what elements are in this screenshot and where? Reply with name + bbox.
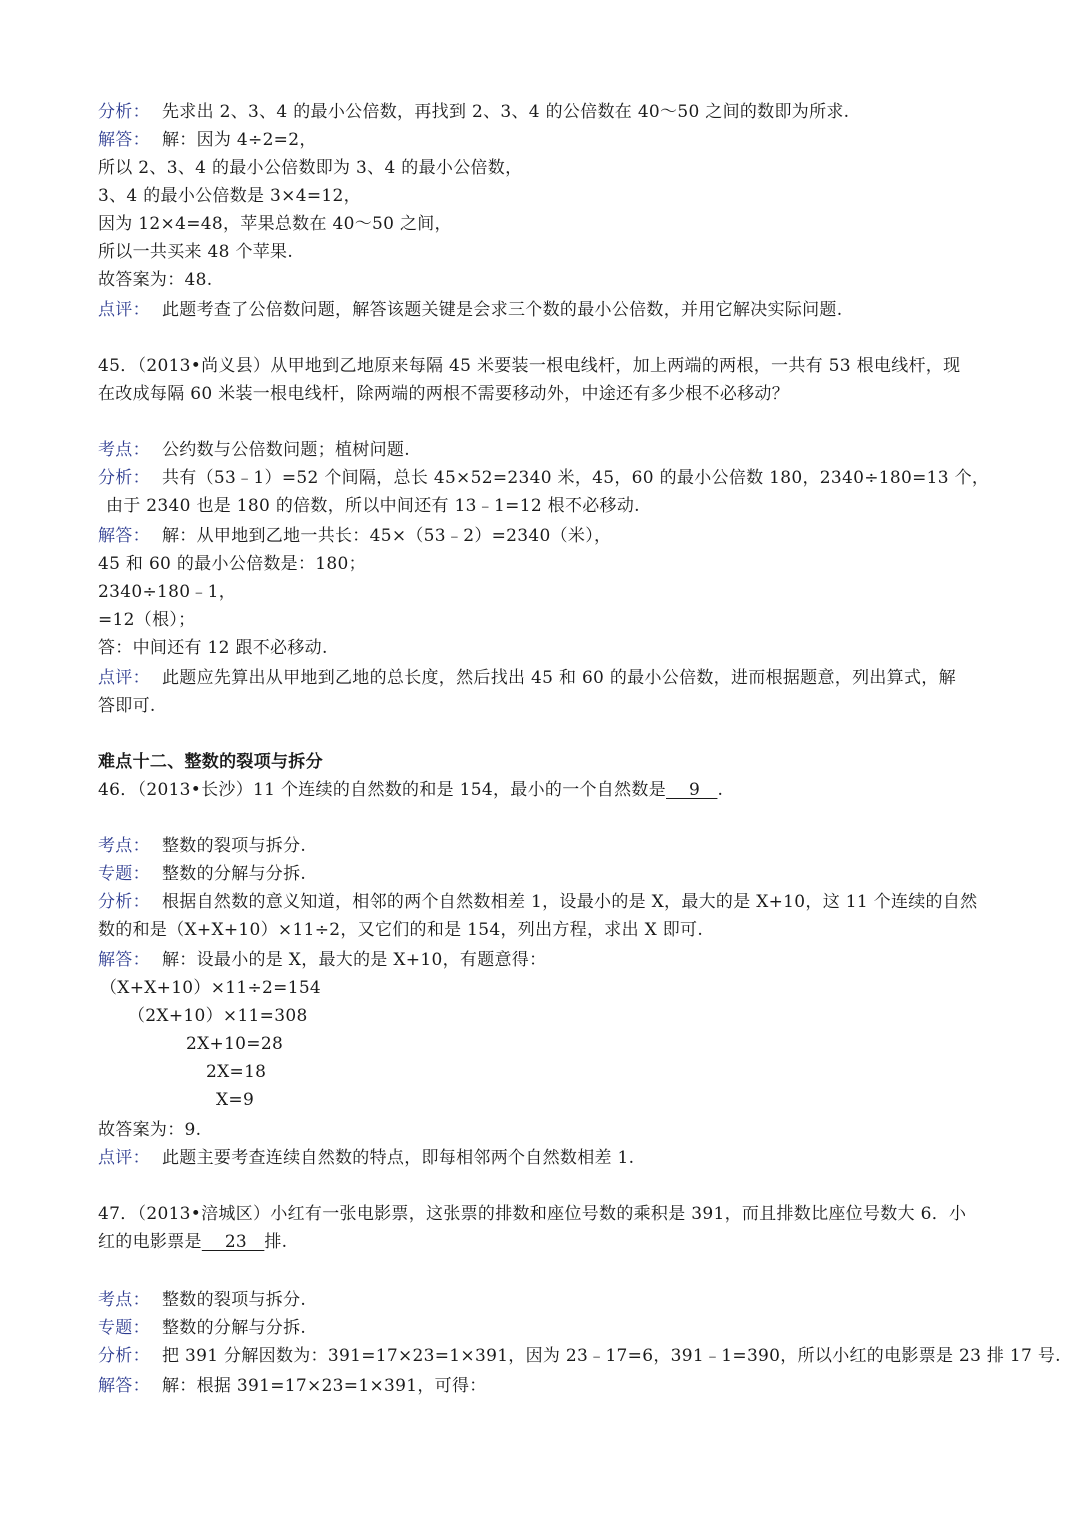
q47-stem-line: 47．（2013•涪城区）小红有一张电影票，这张票的排数和座位号数的乘积是 391，而且排数比座位号数大 6．小 <box>98 1204 967 1224</box>
q45-review-text: 此题应先算出从甲地到乙地的总长度，然后找出 45 和 60 的最小公倍数，进而根据题意，列出算式，解 <box>162 668 956 688</box>
q45-answer-line: 答：中间还有 12 跟不必移动. <box>98 638 328 658</box>
q45-analysis-text: 共有（53﹣1）=52 个间隔，总长 45×52=2340 米，45，60 的最小公倍数 180，2340÷180=13 个， <box>162 468 990 488</box>
answer-label: 解答： <box>98 950 150 970</box>
q47-answer-blank: 23 <box>201 1232 265 1252</box>
answer-label: 解答： <box>98 526 150 546</box>
q46-topic-text: 整数的分解与分拆. <box>162 864 307 884</box>
q45-answer-line: 45 和 60 的最小公倍数是：180； <box>98 554 366 574</box>
analysis-label: 分析： <box>98 102 150 122</box>
q47-analysis <box>98 1344 1061 1368</box>
q45-answer-line: 2340÷180﹣1， <box>98 582 237 602</box>
q46-equation: 2X+10=28 <box>186 1034 284 1054</box>
q45-analysis-line: 由于 2340 也是 180 的倍数，所以中间还有 13﹣1=12 根不必移动. <box>106 496 640 516</box>
q45-answer-line: =12（根）； <box>98 610 196 630</box>
q46-answer <box>98 948 546 972</box>
q47-answer <box>98 1374 487 1398</box>
q46-analysis-text: 根据自然数的意义知道，相邻的两个自然数相差 1，设最小的是 X，最大的是 X+10，这 11 个连续的自然 <box>162 892 978 912</box>
q46-equation: X=9 <box>216 1090 255 1110</box>
q45-answer <box>98 524 611 548</box>
q45-answer-first: 解：从甲地到乙地一共长：45×（53﹣2）=2340（米）， <box>162 526 612 546</box>
review-label: 点评： <box>98 1148 150 1168</box>
q45-review-line: 答即可. <box>98 696 156 716</box>
q46-equation: 2X=18 <box>206 1062 267 1082</box>
q44-review-text: 此题考查了公倍数问题，解答该题关键是会求三个数的最小公倍数，并用它解决实际问题. <box>162 300 843 320</box>
q46-point-text: 整数的裂项与拆分. <box>162 836 307 856</box>
q46-equation: （X+X+10）×11÷2=154 <box>100 978 322 998</box>
q45-stem-line: 45．（2013•尚义县）从甲地到乙地原来每隔 45 米要装一根电线杆，加上两端的两根，一共有 53 根电线杆，现 <box>98 356 961 376</box>
q44-answer-first: 解：因为 4÷2=2， <box>162 130 317 150</box>
q46-topic <box>98 862 306 886</box>
q46-analysis <box>98 890 977 914</box>
q45-review <box>98 666 956 690</box>
point-label: 考点： <box>98 836 150 856</box>
q46-answer-blank: 9 <box>666 780 718 800</box>
answer-label: 解答： <box>98 1376 150 1396</box>
q45-point <box>98 438 410 462</box>
analysis-label: 分析： <box>98 1346 150 1366</box>
q47-stem-text: 红的电影票是 <box>98 1232 202 1252</box>
q44-answer <box>98 128 317 152</box>
q44-answer-line: 因为 12×4=48，苹果总数在 40～50 之间， <box>98 214 452 234</box>
q44-answer-line: 所以 2、3、4 的最小公倍数即为 3、4 的最小公倍数， <box>98 158 523 178</box>
q44-answer-line: 3、4 的最小公倍数是 3×4=12， <box>98 186 361 206</box>
q46-review-text: 此题主要考查连续自然数的特点，即每相邻两个自然数相差 1. <box>162 1148 635 1168</box>
answer-label: 解答： <box>98 130 150 150</box>
topic-label: 专题： <box>98 864 150 884</box>
review-label: 点评： <box>98 668 150 688</box>
q45-point-text: 公约数与公倍数问题；植树问题. <box>162 440 410 460</box>
q44-answer-line: 故答案为：48. <box>98 270 213 290</box>
q46-conclusion: 故答案为：9. <box>98 1120 202 1140</box>
q47-topic-text: 整数的分解与分拆. <box>162 1318 307 1338</box>
section-title: 难点十二、整数的裂项与拆分 <box>98 752 323 772</box>
q47-stem <box>98 1230 287 1254</box>
analysis-label: 分析： <box>98 468 150 488</box>
review-label: 点评： <box>98 300 150 320</box>
q47-point-text: 整数的裂项与拆分. <box>162 1290 307 1310</box>
point-label: 考点： <box>98 440 150 460</box>
q44-analysis <box>98 100 849 124</box>
q46-review <box>98 1146 634 1170</box>
q47-answer-first: 解：根据 391=17×23=1×391，可得： <box>162 1376 487 1396</box>
q44-analysis-text: 先求出 2、3、4 的最小公倍数，再找到 2、3、4 的公倍数在 40～50 之间的数即为所求. <box>162 102 850 122</box>
q47-point <box>98 1288 306 1312</box>
q44-answer-line: 所以一共买来 48 个苹果. <box>98 242 294 262</box>
q46-answer-first: 解：设最小的是 X，最大的是 X+10，有题意得： <box>162 950 547 970</box>
topic-label: 专题： <box>98 1318 150 1338</box>
q47-analysis-text: 把 391 分解因数为：391=17×23=1×391，因为 23﹣17=6，391﹣1=390，所以小红的电影票是 23 排 17 号. <box>162 1346 1061 1366</box>
q46-stem-text: 46．（2013•长沙）11 个连续的自然数的和是 154，最小的一个自然数是 <box>98 780 667 800</box>
q46-stem <box>98 778 723 802</box>
q47-topic <box>98 1316 306 1340</box>
q46-point <box>98 834 306 858</box>
q44-review <box>98 298 842 322</box>
q45-stem-line: 在改成每隔 60 米装一根电线杆，除两端的两根不需要移动外，中途还有多少根不必移动？ <box>98 384 790 404</box>
q46-analysis-line: 数的和是（X+X+10）×11÷2，又它们的和是 154，列出方程，求出 X 即可. <box>98 920 704 940</box>
analysis-label: 分析： <box>98 892 150 912</box>
q46-equation: （2X+10）×11=308 <box>128 1006 308 1026</box>
q47-stem-end: 排. <box>264 1232 288 1252</box>
q46-stem-end: . <box>717 780 724 800</box>
q45-analysis <box>98 466 989 490</box>
point-label: 考点： <box>98 1290 150 1310</box>
